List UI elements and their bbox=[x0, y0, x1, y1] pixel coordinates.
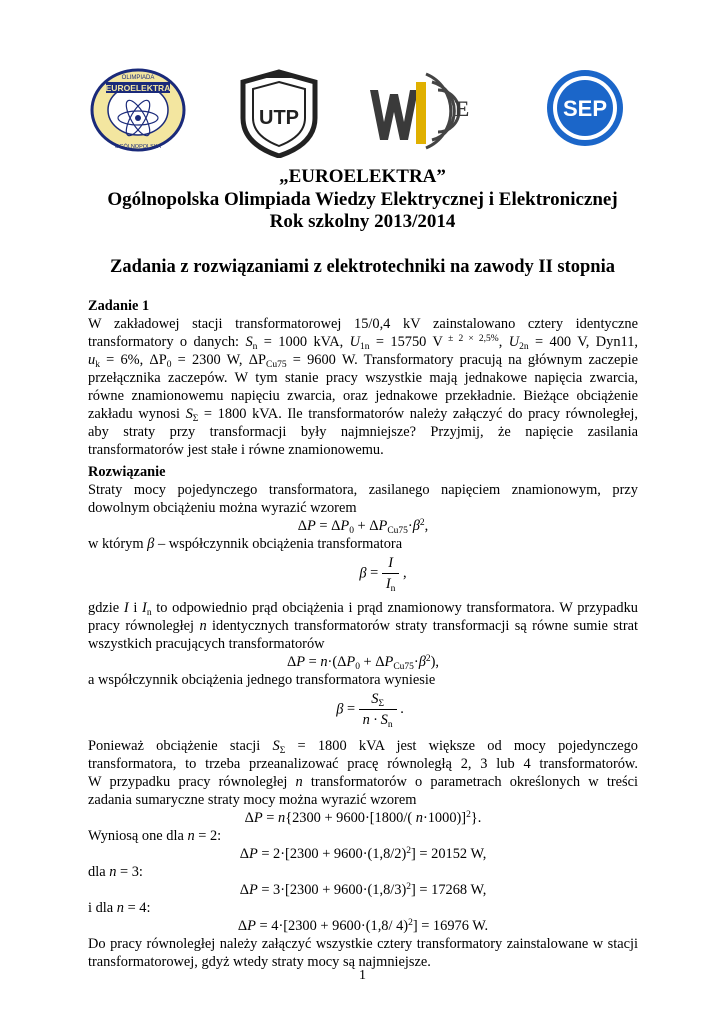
task-heading: Zadanie 1 bbox=[88, 298, 150, 314]
solution-line-2: dowolnym obciążeniu można wyrazić wzorem bbox=[88, 500, 357, 516]
equation-load-factor-parallel: β = $\frac{S_\Sigma}{n \cdot S_n}$ . bbox=[336, 691, 404, 730]
sep-logo bbox=[545, 68, 625, 148]
solution-line-13: dla n = 3: bbox=[88, 864, 143, 880]
solution-line-14: i dla n = 4: bbox=[88, 900, 151, 916]
equation-n4: ΔP = 4·[2300 + 9600·(1,8/ 4)$^2$] = 16976 W. bbox=[237, 918, 489, 934]
euroelektra-logo-text: EUROELEKTRA bbox=[105, 83, 171, 93]
solution-line-5: pracy równoległej n identycznych transformatorów straty transformacji są równe sumie strat bbox=[88, 618, 638, 634]
equation-load-factor: β = $\frac{I}{I_n}$ , bbox=[359, 555, 407, 594]
svg-text:E: E bbox=[454, 96, 470, 121]
solution-line-16: transformatorowej, gdyż wtedy straty mocy są najmniejsze. bbox=[88, 954, 431, 970]
solution-line-11: zadania sumaryczne straty mocy można wyrazić wzorem bbox=[88, 792, 417, 808]
wtie-logo bbox=[366, 68, 472, 154]
solution-line-7: a współczynnik obciążenia jednego transformatora wyniesie bbox=[88, 672, 436, 688]
equation-losses-parallel: $\Delta P = n\cdot(\Delta P_0 + \Delta P_{Cu75}\cdot\beta^2)$, bbox=[286, 654, 440, 672]
solution-line-8: Ponieważ obciążenie stacji $S_\Sigma = 1800$ kVA jest większe od mocy pojedynczego bbox=[88, 738, 638, 756]
solution-heading: Rozwiązanie bbox=[88, 464, 166, 480]
task-line-7: aby straty przy transformacji były najmniejsze? Przyjmij, że napięcie zasilania bbox=[88, 424, 638, 440]
sep-logo-text: SEP bbox=[562, 96, 608, 121]
equation-n3: $\Delta P = 3\cdot[2300 + 9600\cdot(1,8/3)^2] = 17268$ W, bbox=[239, 882, 487, 898]
task-line-8: transformatorów jest stałe i równe znamionowemu. bbox=[88, 442, 384, 458]
task-line-5: równe znamionowemu napięciu zwarcia, oraz jednakowe przekładnie. Bieżące obciążenie bbox=[88, 388, 638, 404]
equation-total-losses: ΔP = n{2300 + 9600·[1800/( n·1000)]$^2$}. bbox=[244, 810, 482, 826]
solution-section bbox=[88, 463, 638, 971]
task-line-2: transformatory o danych: $S_n = 1000$ kVA, $U_{1n} = 15750$ V $^{\pm 2 \times 2,5\%}$, $U_{2n} = 400$ V, Dyn11, bbox=[88, 334, 638, 352]
title-competition: „EUROELEKTRA” bbox=[279, 166, 446, 187]
olimpiada-logo-text: OLIMPIADA bbox=[121, 75, 155, 81]
utp-logo bbox=[235, 68, 323, 158]
solution-line-10: W przypadku pracy równoległej n transformatorów o parametrach określonych w treści bbox=[88, 774, 638, 790]
task-section bbox=[88, 297, 638, 459]
page-number: 1 bbox=[359, 968, 366, 983]
title-school-year: Rok szkolny 2013/2014 bbox=[269, 211, 456, 232]
equation-losses-single: $\Delta P = \Delta P_0 + \Delta P_{Cu75}\cdot\beta^2$, bbox=[297, 518, 429, 536]
equation-n2: $\Delta P = 2\cdot[2300 + 9600\cdot(1,8/2)^2] = 20152$ W, bbox=[239, 846, 487, 862]
euroelektra-logo bbox=[90, 68, 186, 152]
document-subtitle: Zadania z rozwiązaniami z elektrotechniki na zawody II stopnia bbox=[109, 257, 615, 277]
solution-line-9: transformatora, to trzeba przeanalizować pracę równoległą 2, 3 lub 4 transformatorów. bbox=[88, 756, 638, 772]
task-line-3: $u_k = 6\%$, $\Delta P_0 = 2300$ W, $\Delta P_{Cu75} = 9600$ W. Transformatory pracują na głównym zaczepie bbox=[88, 352, 639, 370]
solution-line-6: wszystkich pracujących transformatorów bbox=[88, 636, 325, 652]
title-olympiad: Ogólnopolska Olimpiada Wiedzy Elektrycznej i Elektronicznej bbox=[107, 189, 618, 210]
ogolnopolska-logo-text: OGÓLNOPOLSKA bbox=[114, 144, 162, 150]
utp-logo-text: UTP bbox=[259, 107, 299, 129]
solution-line-12: Wyniosą one dla n = 2: bbox=[88, 828, 222, 844]
solution-line-4: gdzie I i $I_n$ to odpowiednio prąd obciążenia i prąd znamionowy transformatora. W przypadku bbox=[88, 600, 638, 618]
task-line-1: W zakładowej stacji transformatorowej 15/0,4 kV zainstalowano cztery identyczne bbox=[88, 316, 638, 332]
solution-line-1: Straty mocy pojedynczego transformatora, zasilanego napięciem znamionowym, przy bbox=[88, 482, 638, 498]
logo-row bbox=[90, 68, 635, 158]
solution-line-15: Do pracy równoległej należy załączyć wszystkie cztery transformatory zainstalowane w stacji bbox=[88, 936, 638, 952]
solution-line-3: w którym β – współczynnik obciążenia transformatora bbox=[88, 536, 403, 552]
task-line-4: przełącznika zaczepów. W tym stanie pracy wszystkie mają jednakowe napięcia zwarcia, bbox=[88, 370, 638, 386]
task-line-6: zakładu wynosi $S_\Sigma = 1800$ kVA. Ile transformatorów należy załączyć do pracy równoległej, bbox=[88, 406, 638, 424]
